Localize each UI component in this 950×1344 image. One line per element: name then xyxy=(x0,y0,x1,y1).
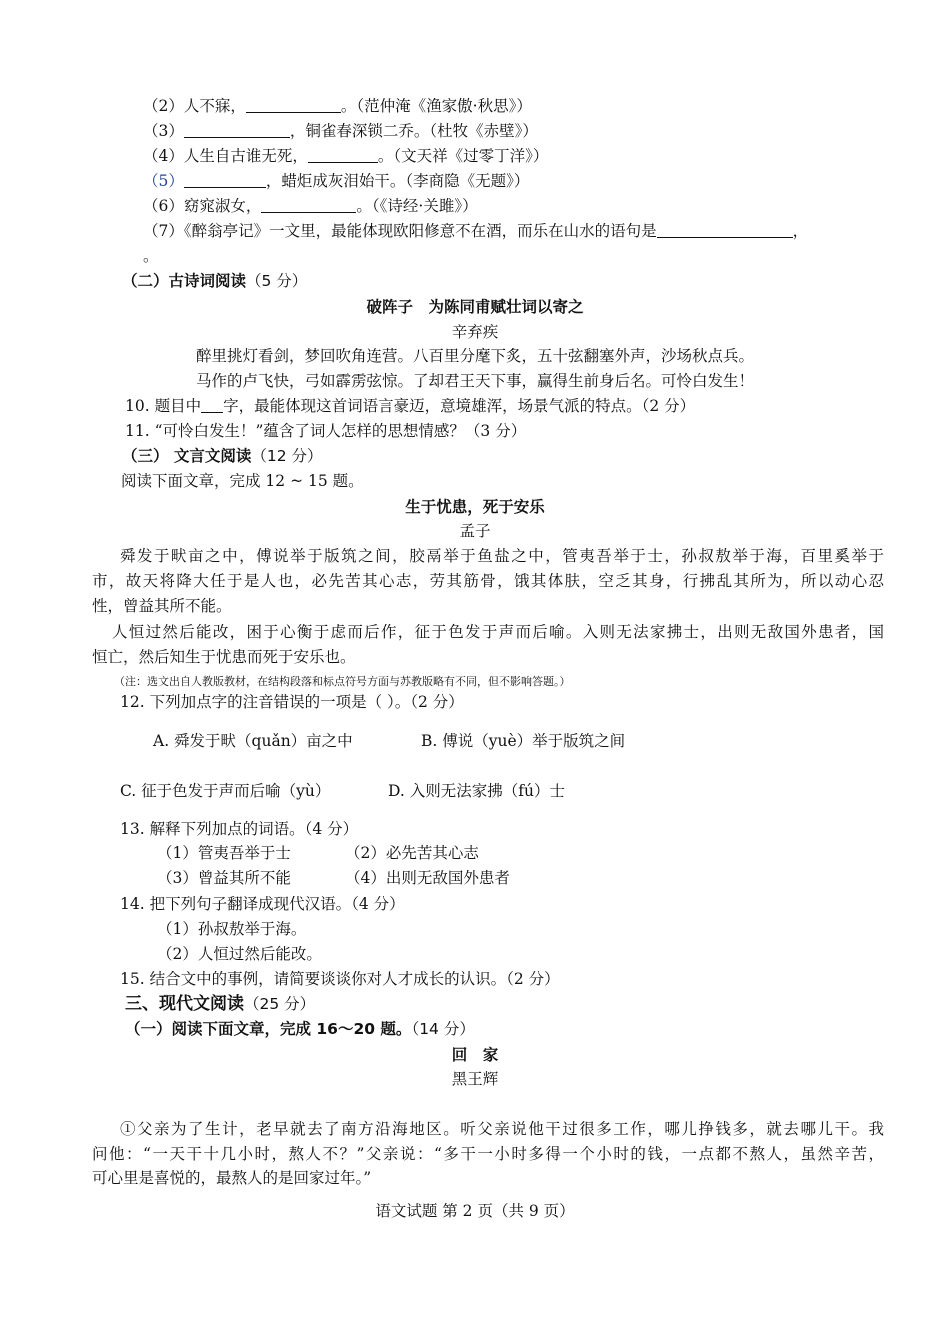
q12-option-d[interactable]: D. 入则无法家拂（fú）士 xyxy=(388,782,565,800)
q14-item-2: （2）人恒过然后能改。 xyxy=(157,945,322,963)
answer-blank[interactable] xyxy=(184,172,266,188)
modern-p1-line2: 问他：“一天干十几小时，熬人不？”父亲说：“多干一小时多得一个小时的钱，一点都不熬人，虽然辛苦， xyxy=(92,1145,884,1163)
modern-p1-line3: 可心里是喜悦的，最熬人的是回家过年。” xyxy=(92,1169,372,1187)
answer-blank[interactable] xyxy=(261,197,356,213)
q13-item-3: （3）曾益其所不能 xyxy=(157,869,291,887)
modern-p1-line1: ①父亲为了生计，老早就去了南方沿海地区。听父亲说他干过很多工作，哪儿挣钱多，就去哪儿干。我 xyxy=(120,1120,884,1138)
q14-item-1: （1）孙叔敖举于海。 xyxy=(157,920,307,938)
classical-instruction: 阅读下面文章，完成 12 ~ 15 题。 xyxy=(121,472,364,490)
classical-p1-line2: 市，故天将降大任于是人也，必先苦其心志，劳其筋骨，饿其体肤，空乏其身，行拂乱其所为，所以动心忍 xyxy=(92,572,884,590)
classical-p2-line1: 人恒过然后能改，困于心衡于虑而后作，征于色发于声而后喻。入则无法家拂士，出则无敌国外患者，国 xyxy=(112,623,884,641)
classical-note: （注：选文出自人教版教材，在结构段落和标点符号方面与苏教版略有不同，但不影响答题。） xyxy=(114,675,571,688)
classical-p1-line1: 舜发于畎亩之中，傅说举于版筑之间，胶鬲举于鱼盐之中，管夷吾举于士，孙叔敖举于海，百里奚举于 xyxy=(120,547,884,565)
classical-title: 生于忧患，死于安乐 xyxy=(405,498,545,516)
question-12: 12. 下列加点字的注音错误的一项是（ ）。（2 分） xyxy=(120,693,464,711)
poem-section-heading: （二）古诗词阅读（5 分） xyxy=(122,272,308,290)
poem-line-1: 醉里挑灯看剑，梦回吹角连营。八百里分麾下炙，五十弦翻塞外声，沙场秋点兵。 xyxy=(196,347,755,365)
fill-q4: （4）人生自古谁无死， 。（文天祥《过零丁洋》） xyxy=(143,147,549,165)
fill-q3: （3） ，铜雀春深锁二乔。（杜牧《赤壁》） xyxy=(143,122,538,140)
modern-sub-heading: （一）阅读下面文章，完成 16～20 题。（14 分） xyxy=(125,1020,475,1038)
question-14: 14. 把下列句子翻译成现代汉语。（4 分） xyxy=(120,895,405,913)
answer-blank[interactable] xyxy=(657,222,793,238)
answer-blank[interactable] xyxy=(184,122,290,138)
fill-q7-cont: 。 xyxy=(143,247,159,265)
question-11: 11. “可怜白发生！”蕴含了词人怎样的思想情感？（3 分） xyxy=(125,422,527,440)
q12-option-b[interactable]: B. 傅说（yuè）举于版筑之间 xyxy=(421,732,626,750)
classical-p1-line3: 性，曾益其所不能。 xyxy=(92,597,232,615)
question-15: 15. 结合文中的事例，请简要谈谈你对人才成长的认识。（2 分） xyxy=(120,970,560,988)
page-footer: 语文试题 第 2 页（共 9 页） xyxy=(375,1202,575,1220)
modern-author: 黑王辉 xyxy=(451,1070,499,1088)
q13-item-2: （2）必先苦其心志 xyxy=(345,844,479,862)
modern-section-heading: 三、现代文阅读（25 分） xyxy=(125,994,316,1014)
answer-blank[interactable] xyxy=(246,97,341,113)
answer-blank[interactable] xyxy=(201,397,223,413)
poem-line-2: 马作的卢飞快，弓如霹雳弦惊。了却君王天下事，赢得生前身后名。可怜白发生！ xyxy=(196,372,755,390)
fill-q2: （2）人不寐， 。（范仲淹《渔家傲·秋思》） xyxy=(143,97,532,115)
classical-p2-line2: 恒亡，然后知生于忧患而死于安乐也。 xyxy=(92,648,356,666)
fill-q7: （7）《醉翁亭记》一文里，最能体现欧阳修意不在酒，而乐在山水的语句是 ， xyxy=(143,222,809,240)
q13-item-4: （4）出则无敌国外患者 xyxy=(345,869,510,887)
question-10: 10. 题目中 字，最能体现这首词语言豪迈，意境雄浑，场景气派的特点。（2 分） xyxy=(125,397,696,415)
classical-section-heading: （三） 文言文阅读（12 分） xyxy=(122,447,323,465)
q13-item-1: （1）管夷吾举于士 xyxy=(157,844,291,862)
q12-option-a[interactable]: A. 舜发于畎（quǎn）亩之中 xyxy=(153,732,353,750)
fill-q6: （6）窈窕淑女， 。（《诗经·关雎》） xyxy=(143,197,478,215)
fill-q5: （5） ，蜡炬成灰泪始干。（李商隐《无题》） xyxy=(143,172,530,190)
poem-title: 破阵子 为陈同甫赋壮词以寄之 xyxy=(366,298,584,316)
q12-option-c[interactable]: C. 征于色发于声而后喻（yù） xyxy=(120,782,331,800)
modern-title: 回 家 xyxy=(451,1046,499,1064)
question-13: 13. 解释下列加点的词语。（4 分） xyxy=(120,820,359,838)
answer-blank[interactable] xyxy=(308,147,378,163)
poem-author: 辛弃疾 xyxy=(451,323,499,341)
classical-author: 孟子 xyxy=(459,522,491,540)
